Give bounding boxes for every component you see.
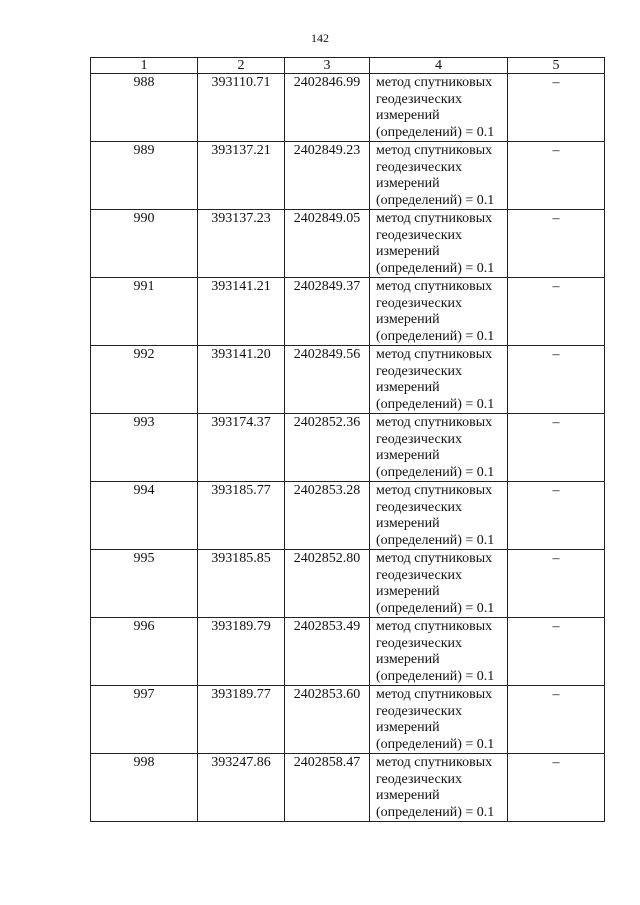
method-line: (определений) = 0.1 [376, 804, 495, 820]
method-line: метод спутниковых [376, 755, 493, 770]
method-line: геодезических [376, 703, 463, 719]
x-coordinate-cell: 393141.20 [198, 346, 285, 414]
x-coordinate-cell: 393247.86 [198, 754, 285, 822]
x-coordinate-cell: 393189.79 [198, 618, 285, 686]
point-number-cell: 998 [91, 754, 198, 822]
point-number-cell: 996 [91, 618, 198, 686]
x-coordinate-cell: 393185.85 [198, 550, 285, 618]
method-line: (определений) = 0.1 [376, 192, 495, 208]
method-line: измерений [376, 584, 440, 599]
method-line: геодезических [376, 431, 463, 447]
note-cell: – [508, 686, 605, 754]
x-coordinate-cell: 393137.23 [198, 210, 285, 278]
method-line: (определений) = 0.1 [376, 464, 495, 480]
method-cell [370, 550, 508, 618]
method-line: измерений [376, 108, 440, 123]
method-line: (определений) = 0.1 [376, 396, 495, 412]
method-line: геодезических [376, 567, 463, 583]
method-line: (определений) = 0.1 [376, 124, 495, 140]
table-header-row [91, 58, 605, 74]
x-coordinate-cell: 393185.77 [198, 482, 285, 550]
method-cell [370, 414, 508, 482]
method-cell [370, 74, 508, 142]
x-coordinate-cell: 393189.77 [198, 686, 285, 754]
method-line: измерений [376, 652, 440, 667]
table-body [91, 74, 605, 822]
method-line: (определений) = 0.1 [376, 260, 495, 276]
method-cell [370, 346, 508, 414]
note-cell: – [508, 210, 605, 278]
table-row [91, 210, 605, 278]
method-line: метод спутниковых [376, 347, 493, 362]
table-row [91, 550, 605, 618]
method-cell [370, 754, 508, 822]
header-cell-4: 4 [370, 58, 508, 74]
header-cell-3: 3 [285, 58, 370, 74]
table-row [91, 618, 605, 686]
note-cell: – [508, 278, 605, 346]
table-row [91, 686, 605, 754]
note-cell: – [508, 550, 605, 618]
note-cell: – [508, 142, 605, 210]
coordinates-table [90, 57, 605, 822]
method-line: измерений [376, 380, 440, 395]
point-number-cell: 992 [91, 346, 198, 414]
header-cell-2: 2 [198, 58, 285, 74]
method-line: геодезических [376, 159, 463, 175]
point-number-cell: 989 [91, 142, 198, 210]
method-cell [370, 142, 508, 210]
method-cell [370, 482, 508, 550]
page-number: 142 [311, 31, 329, 45]
y-coordinate-cell: 2402849.56 [285, 346, 370, 414]
point-number-cell: 988 [91, 74, 198, 142]
method-cell [370, 210, 508, 278]
method-line: метод спутниковых [376, 75, 493, 90]
note-cell: – [508, 754, 605, 822]
method-line: (определений) = 0.1 [376, 600, 495, 616]
method-line: геодезических [376, 227, 463, 243]
method-cell [370, 278, 508, 346]
method-cell [370, 686, 508, 754]
note-cell: – [508, 618, 605, 686]
point-number-cell: 990 [91, 210, 198, 278]
method-line: геодезических [376, 499, 463, 515]
y-coordinate-cell: 2402846.99 [285, 74, 370, 142]
header-cell-5: 5 [508, 58, 605, 74]
table-row [91, 346, 605, 414]
method-line: геодезических [376, 91, 463, 107]
note-cell: – [508, 414, 605, 482]
note-cell: – [508, 482, 605, 550]
table-row [91, 414, 605, 482]
method-line: (определений) = 0.1 [376, 736, 495, 752]
method-line: измерений [376, 244, 440, 259]
table-row [91, 74, 605, 142]
method-line: метод спутниковых [376, 483, 493, 498]
method-line: метод спутниковых [376, 551, 493, 566]
table-row [91, 278, 605, 346]
method-line: геодезических [376, 295, 463, 311]
method-line: метод спутниковых [376, 279, 493, 294]
method-line: измерений [376, 448, 440, 463]
note-cell: – [508, 346, 605, 414]
point-number-cell: 997 [91, 686, 198, 754]
note-cell: – [508, 74, 605, 142]
y-coordinate-cell: 2402849.05 [285, 210, 370, 278]
y-coordinate-cell: 2402853.60 [285, 686, 370, 754]
point-number-cell: 991 [91, 278, 198, 346]
method-line: метод спутниковых [376, 211, 493, 226]
y-coordinate-cell: 2402849.37 [285, 278, 370, 346]
y-coordinate-cell: 2402849.23 [285, 142, 370, 210]
point-number-cell: 995 [91, 550, 198, 618]
method-line: измерений [376, 176, 440, 191]
method-line: измерений [376, 516, 440, 531]
method-line: геодезических [376, 771, 463, 787]
header-cell-1: 1 [91, 58, 198, 74]
method-line: метод спутниковых [376, 687, 493, 702]
table-row [91, 482, 605, 550]
y-coordinate-cell: 2402858.47 [285, 754, 370, 822]
x-coordinate-cell: 393174.37 [198, 414, 285, 482]
x-coordinate-cell: 393110.71 [198, 74, 285, 142]
method-line: измерений [376, 720, 440, 735]
y-coordinate-cell: 2402853.49 [285, 618, 370, 686]
table-row [91, 754, 605, 822]
table-row [91, 142, 605, 210]
y-coordinate-cell: 2402853.28 [285, 482, 370, 550]
method-cell [370, 618, 508, 686]
method-line: метод спутниковых [376, 619, 493, 634]
x-coordinate-cell: 393137.21 [198, 142, 285, 210]
x-coordinate-cell: 393141.21 [198, 278, 285, 346]
method-line: метод спутниковых [376, 415, 493, 430]
y-coordinate-cell: 2402852.36 [285, 414, 370, 482]
method-line: измерений [376, 312, 440, 327]
method-line: метод спутниковых [376, 143, 493, 158]
method-line: измерений [376, 788, 440, 803]
point-number-cell: 994 [91, 482, 198, 550]
method-line: геодезических [376, 363, 463, 379]
method-line: (определений) = 0.1 [376, 668, 495, 684]
y-coordinate-cell: 2402852.80 [285, 550, 370, 618]
method-line: (определений) = 0.1 [376, 532, 495, 548]
method-line: (определений) = 0.1 [376, 328, 495, 344]
point-number-cell: 993 [91, 414, 198, 482]
method-line: геодезических [376, 635, 463, 651]
